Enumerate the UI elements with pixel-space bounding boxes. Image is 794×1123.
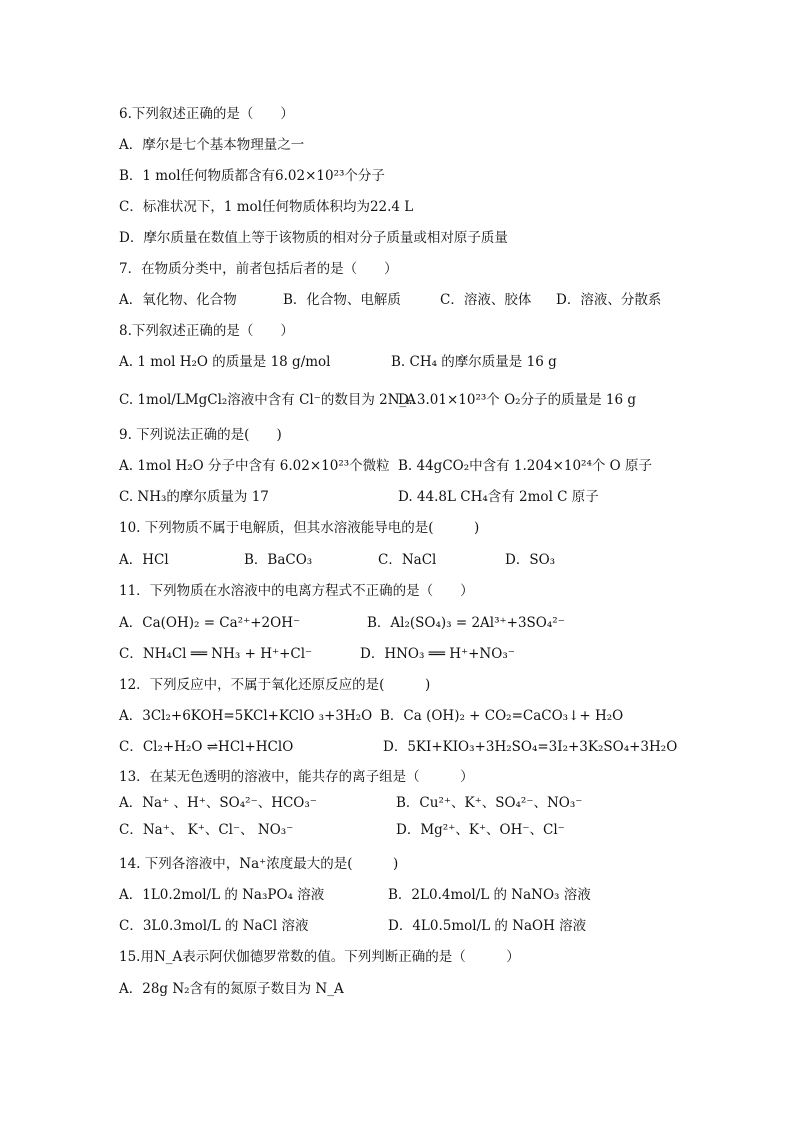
q14-option-d: D．4L0.5mol/L 的 NaOH 溶液 bbox=[388, 918, 587, 934]
q9-option-d: D. 44.8L CH₄含有 2mol C 原子 bbox=[398, 489, 599, 505]
q9-option-a: A. 1mol H₂O 分子中含有 6.02×10²³个微粒 bbox=[119, 458, 390, 474]
q9-option-c: C. NH₃的摩尔质量为 17 bbox=[119, 489, 269, 505]
q10-option-b: B．BaCO₃ bbox=[244, 552, 313, 568]
q15-option-a: A．28g N₂含有的氮原子数目为 N_A bbox=[119, 981, 344, 997]
q6-option-a: A．摩尔是七个基本物理量之一 bbox=[119, 137, 305, 153]
q14-option-a: A．1L0.2mol/L 的 Na₃PO₄ 溶液 bbox=[119, 887, 325, 903]
q11-stem: 11．下列物质在水溶液中的电离方程式不正确的是（ ） bbox=[119, 583, 474, 599]
q12-option-a: A．3Cl₂+6KOH=5KCl+KClO ₃+3H₂O bbox=[119, 708, 373, 724]
q11-option-d: D．HNO₃ ══ H⁺+NO₃⁻ bbox=[360, 646, 515, 662]
q7-option-d: D．溶液、分散系 bbox=[556, 292, 662, 308]
q10-stem: 10. 下列物质不属于电解质，但其水溶液能导电的是( ) bbox=[119, 520, 480, 536]
q11-option-a: A．Ca(OH)₂ = Ca²⁺+2OH⁻ bbox=[119, 615, 301, 631]
q10-option-c: C．NaCl bbox=[378, 552, 437, 568]
q8-option-a: A. 1 mol H₂O 的质量是 18 g/mol bbox=[119, 354, 331, 370]
q7-option-b: B．化合物、电解质 bbox=[283, 292, 401, 308]
q12-stem: 12．下列反应中，不属于氧化还原反应的是( ) bbox=[119, 677, 431, 693]
q6-option-d: D．摩尔质量在数值上等于该物质的相对分子质量或相对原子质量 bbox=[119, 230, 508, 246]
q6-option-b: B．1 mol任何物质都含有6.02×10²³个分子 bbox=[119, 168, 385, 184]
q12-option-b: B．Ca (OH)₂ + CO₂=CaCO₃↓+ H₂O bbox=[380, 708, 624, 724]
q9-option-b: B. 44gCO₂中含有 1.204×10²⁴个 O 原子 bbox=[398, 458, 653, 474]
q6-stem: 6.下列叙述正确的是（ ） bbox=[119, 106, 294, 122]
q13-option-d: D．Mg²⁺、K⁺、OH⁻、Cl⁻ bbox=[396, 822, 565, 838]
q8-option-d: D. 3.01×10²³个 O₂分子的质量是 16 g bbox=[398, 392, 636, 408]
q7-option-a: A．氧化物、化合物 bbox=[119, 292, 237, 308]
q14-option-c: C．3L0.3mol/L 的 NaCl 溶液 bbox=[119, 918, 309, 934]
q7-stem: 7．在物质分类中，前者包括后者的是（ ） bbox=[119, 261, 398, 277]
q11-option-c: C．NH₄Cl ══ NH₃ + H⁺+Cl⁻ bbox=[119, 646, 313, 662]
q13-option-b: B．Cu²⁺、K⁺、SO₄²⁻、NO₃⁻ bbox=[396, 795, 583, 811]
q13-option-c: C．Na⁺、 K⁺、Cl⁻、 NO₃⁻ bbox=[119, 822, 294, 838]
q10-option-d: D．SO₃ bbox=[505, 552, 556, 568]
q12-option-c: C．Cl₂+H₂O ⇌HCl+HClO bbox=[119, 739, 294, 755]
q8-option-b: B. CH₄ 的摩尔质量是 16 g bbox=[391, 354, 557, 370]
q6-option-c: C．标准状况下，1 mol任何物质体积均为22.4 L bbox=[119, 199, 414, 215]
q14-option-b: B．2L0.4mol/L 的 NaNO₃ 溶液 bbox=[388, 887, 591, 903]
q15-stem: 15.用N_A表示阿伏伽德罗常数的值。下列判断正确的是（ ） bbox=[119, 949, 520, 965]
q8-stem: 8.下列叙述正确的是（ ） bbox=[119, 323, 294, 339]
q14-stem: 14. 下列各溶液中，Na⁺浓度最大的是( ) bbox=[119, 856, 399, 872]
q9-stem: 9. 下列说法正确的是( ) bbox=[119, 427, 282, 443]
q11-option-b: B．Al₂(SO₄)₃ = 2Al³⁺+3SO₄²⁻ bbox=[367, 615, 565, 631]
q12-option-d: D．5KI+KIO₃+3H₂SO₄=3I₂+3K₂SO₄+3H₂O bbox=[383, 739, 678, 755]
q8-option-c: C. 1mol/LMgCl₂溶液中含有 Cl⁻的数目为 2N_A bbox=[119, 392, 417, 408]
q13-stem: 13．在某无色透明的溶液中，能共存的离子组是（ ） bbox=[119, 769, 474, 785]
q10-option-a: A．HCl bbox=[119, 552, 169, 568]
q13-option-a: A．Na⁺ 、H⁺、SO₄²⁻、HCO₃⁻ bbox=[119, 795, 317, 811]
q7-option-c: C．溶液、胶体 bbox=[440, 292, 532, 308]
